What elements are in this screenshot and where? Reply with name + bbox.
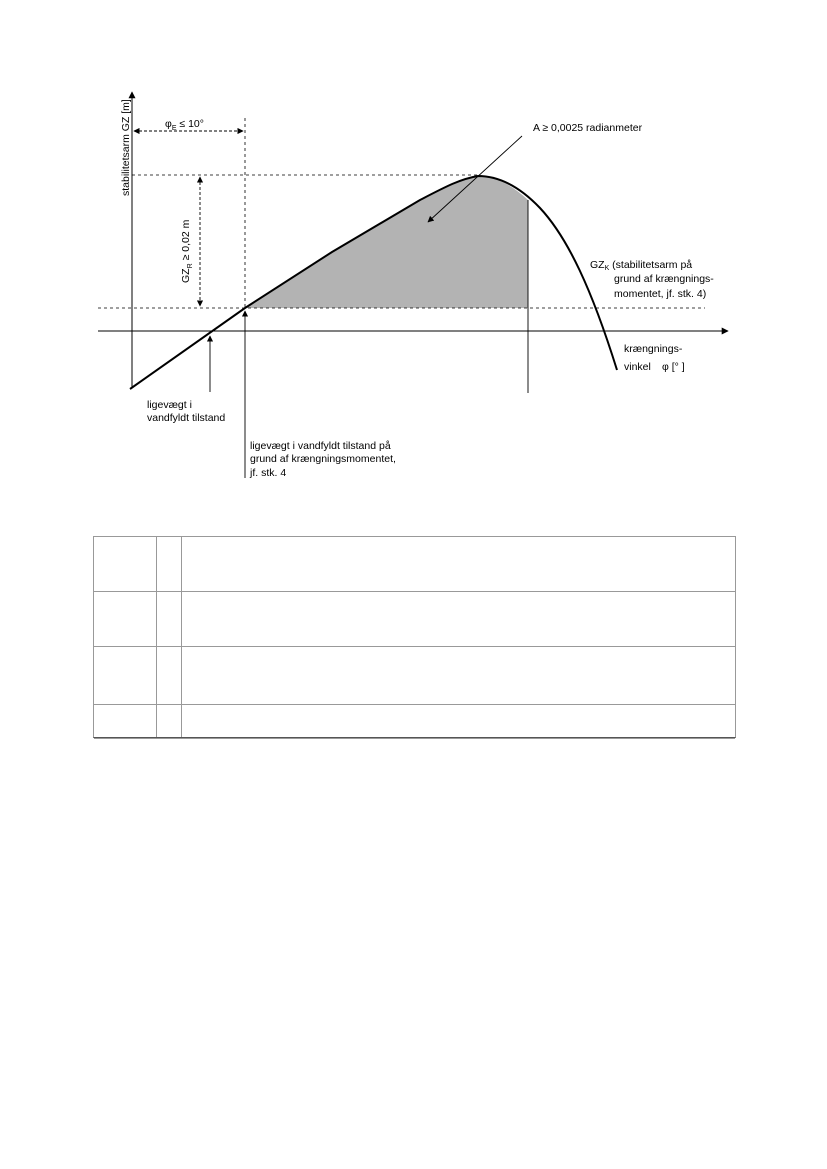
eq2-label-line2: grund af krængningsmomentet, [250,453,396,465]
x-axis-label-line2: vinkel [624,361,651,373]
eq2-label-line3: jf. stk. 4 [250,467,287,479]
eq1-label-line1: ligevægt i [147,399,192,411]
empty-table [93,536,736,738]
curve-label-line2: grund af krængnings- [614,273,714,285]
table-column-divider [181,537,182,737]
phi-e-label: $\varphi_E \le 10^\circ$ [165,118,204,132]
area-label: A ≥ 0,0025 radianmeter [533,122,643,134]
x-axis-unit: φ [° ] [662,361,685,373]
table-row [94,647,735,705]
shaded-area [245,176,528,308]
gzr-label: $GZ_R \ge 0,02$ m [180,219,194,283]
x-axis-label-line1: krængnings- [624,343,683,355]
eq2-label-line1: ligevægt i vandfyldt tilstand på [250,440,391,452]
stability-diagram [0,0,827,520]
table-row [94,705,735,739]
y-axis-label: stabilitetsarm GZ [m] [120,99,132,196]
table-row [94,592,735,647]
table-column-divider [156,537,157,737]
curve-label: GZK (stabilitetsarm på [590,259,693,272]
curve-label-line3: momentet, jf. stk. 4) [614,288,707,300]
eq1-label-line2: vandfyldt tilstand [147,412,226,424]
table-row [94,537,735,592]
